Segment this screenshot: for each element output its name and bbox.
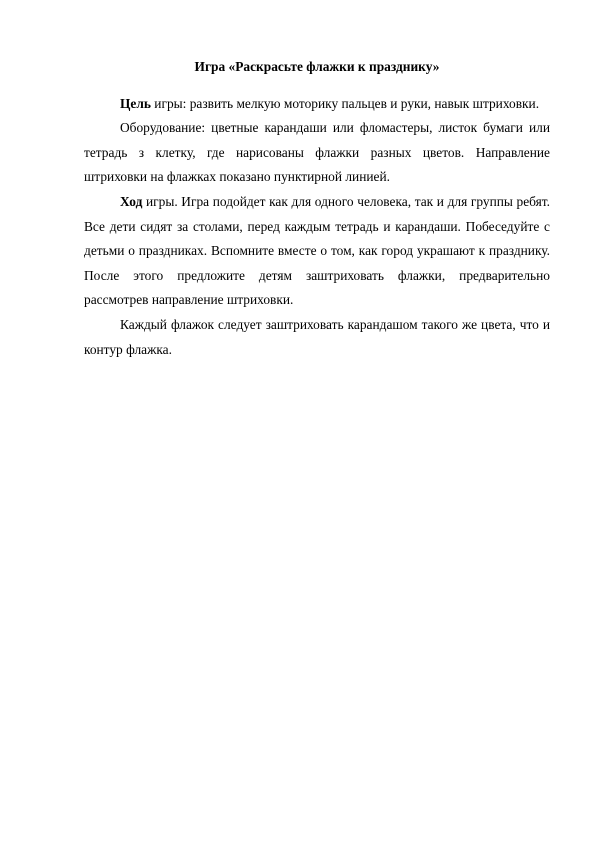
- paragraph-equipment: [84, 116, 550, 190]
- paragraph-text: игры. Игра подойдет как для одного человека, так и для группы ребят. Все дети сидят за столами, перед каждым тетрадь и карандаши. Побеседуйте с детьми о праздниках. Вспомните вместе о том, как город украшают к празднику. После этого предложите детям заштриховать флажки, предварительно рассмотрев направление штриховки.: [84, 193, 550, 308]
- paragraph-goal: [84, 92, 550, 117]
- document-title: Игра «Раскрасьте флажки к празднику»: [194, 59, 440, 74]
- paragraph-lead: Цель: [120, 95, 151, 111]
- paragraph-procedure: [84, 190, 550, 313]
- document-body: [84, 55, 550, 362]
- paragraph-instruction: [84, 313, 550, 362]
- paragraph-lead: Ход: [120, 193, 143, 209]
- paragraph-text: Каждый флажок следует заштриховать карандашом такого же цвета, что и контур флажка.: [84, 316, 550, 357]
- paragraph-text: Оборудование: цветные карандаши или фломастеры, листок бумаги или тетрадь з клетку, где нарисованы флажки разных цветов. Направление штриховки на флажках показано пунктирной линией.: [84, 120, 550, 185]
- paragraph-text: игры: развить мелкую моторику пальцев и руки, навык штриховки.: [150, 95, 540, 111]
